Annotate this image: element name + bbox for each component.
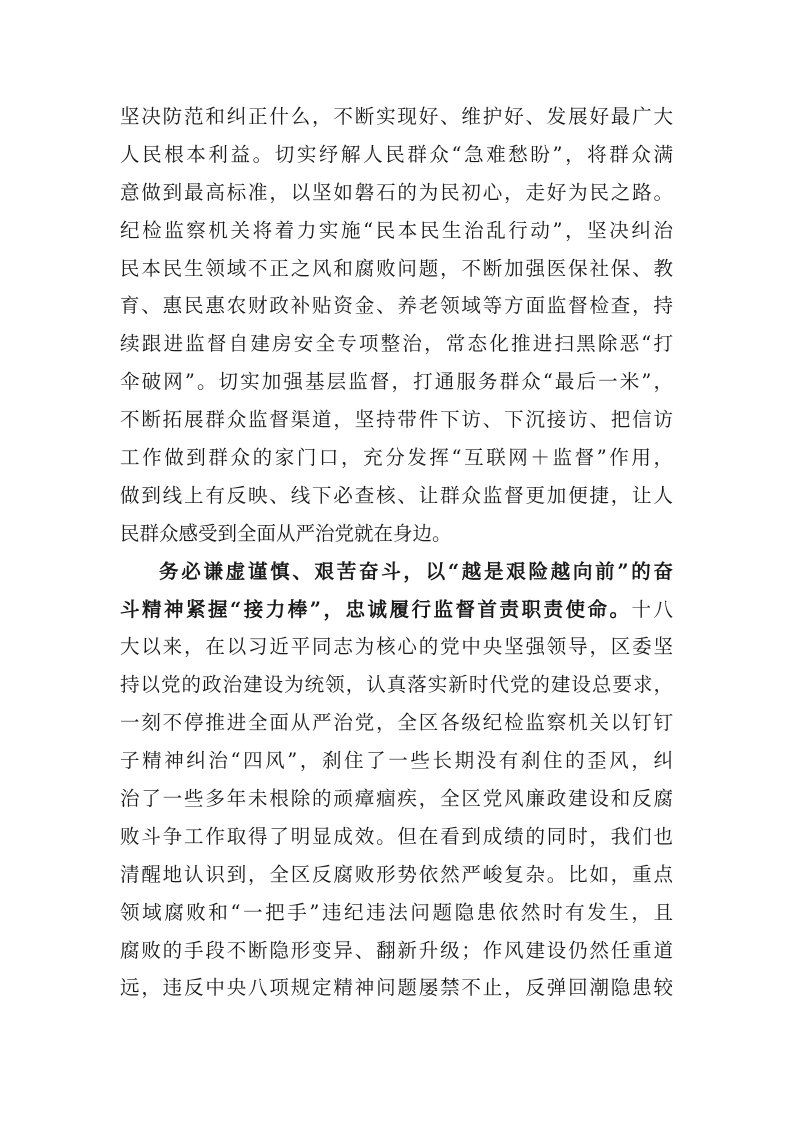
text-line: 育、惠民惠农财政补贴资金、养老领域等方面监督检查，持 <box>120 294 673 318</box>
bold-heading-text: 斗精神紧握“接力棒”，忠诚履行监督首责职责使命。 <box>120 597 632 621</box>
text-line: 纪检监察机关将着力实施“民本民生治乱行动”，坚决纠治 <box>120 218 673 242</box>
text-line: 清醒地认识到，全区反腐败形势依然严峻复杂。比如，重点 <box>120 862 673 886</box>
text-line: 大以来，在以习近平同志为核心的党中央坚强领导，区委坚 <box>120 635 673 659</box>
text-line: 续跟进监督自建房安全专项整治，常态化推进扫黑除恶“打 <box>120 332 673 356</box>
text-line: 不断拓展群众监督渠道，坚持带件下访、下沉接访、把信访 <box>120 408 673 432</box>
mixed-line <box>120 591 673 629</box>
text-line: 做到线上有反映、线下必查核、让群众监督更加便捷，让人 <box>120 483 673 507</box>
text-line: 工作做到群众的家门口，充分发挥“互联网＋监督”作用， <box>120 446 673 470</box>
text-line: 民群众感受到全面从严治党就在身边。 <box>120 521 452 545</box>
text-line: 坚决防范和纠正什么，不断实现好、维护好、发展好最广大 <box>120 105 673 128</box>
text-line: 一刻不停推进全面从严治党，全区各级纪检监察机关以钉钉 <box>120 711 673 735</box>
text-line: 持以党的政治建设为统领，认真落实新时代党的建设总要求， <box>120 673 673 697</box>
text-line: 意做到最高标准，以坚如磐石的为民初心，走好为民之路。 <box>120 180 673 204</box>
document-page <box>120 98 673 1007</box>
text-line: 伞破网”。切实加强基层监督，打通服务群众“最后一米”， <box>120 370 673 394</box>
text-line: 人民根本利益。切实纾解人民群众“急难愁盼”，将群众满 <box>120 142 673 166</box>
text-line: 腐败的手段不断隐形变异、翻新升级；作风建设仍然任重道 <box>120 938 673 962</box>
paragraph-1 <box>120 98 673 553</box>
text-line: 领域腐败和“一把手”违纪违法问题隐患依然时有发生，且 <box>120 900 673 924</box>
bold-heading-line: 务必谦虚谨慎、艰苦奋斗，以“越是艰险越向前”的奋 <box>159 559 673 583</box>
text-line: 远，违反中央八项规定精神问题屡禁不止，反弹回潮隐患较 <box>120 976 673 1000</box>
text-line: 治了一些多年未根除的顽瘴痼疾，全区党风廉政建设和反腐 <box>120 787 673 811</box>
text-line: 民本民生领域不正之风和腐败问题，不断加强医保社保、教 <box>120 256 673 280</box>
body-text: 十八 <box>631 597 673 621</box>
text-line: 子精神纠治“四风”，刹住了一些长期没有刹住的歪风，纠 <box>120 749 673 773</box>
text-line: 败斗争工作取得了明显成效。但在看到成绩的同时，我们也 <box>120 824 673 848</box>
paragraph-2 <box>120 553 673 1008</box>
